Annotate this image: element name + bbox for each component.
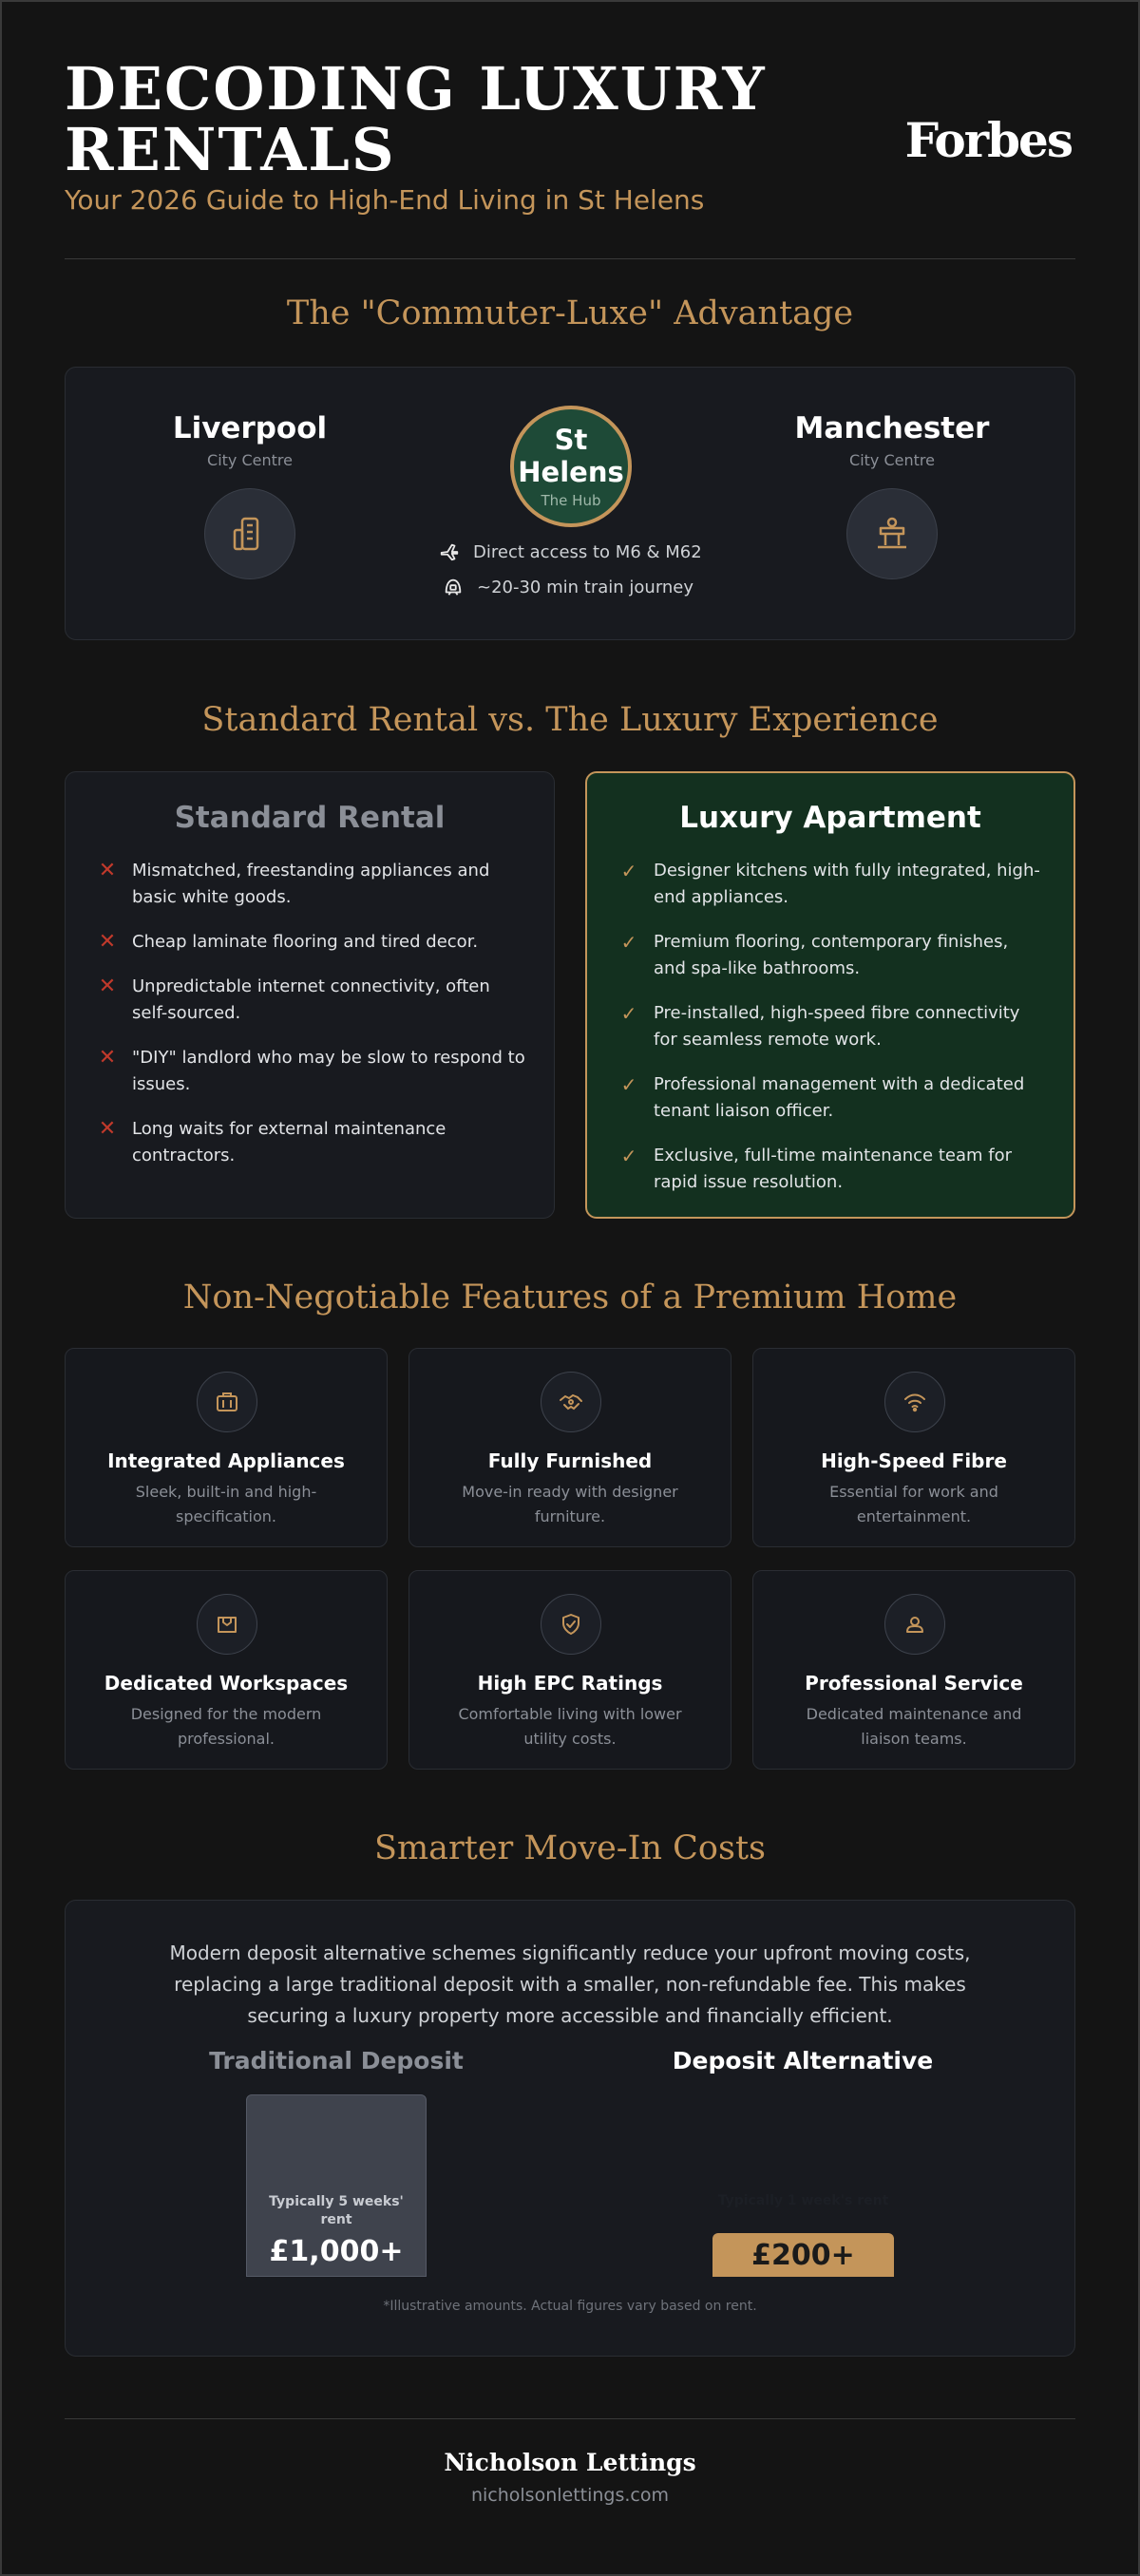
feature-card-high-speed-fibre — [752, 1348, 1075, 1547]
traditional-deposit-caption: Typically 5 weeks' rent — [269, 2194, 404, 2227]
cross-icon: ✕ — [98, 975, 117, 998]
building-icon — [204, 488, 295, 579]
transit-train — [443, 577, 694, 597]
list-item: ✓ Designer kitchens with fully integrated, high-end appliances. — [619, 858, 1045, 911]
list-item: ✓ Professional management with a dedicated tenant liaison officer. — [619, 1071, 1045, 1125]
footer-divider — [65, 2418, 1075, 2419]
traditional-deposit-bar — [246, 2094, 427, 2277]
standard-rental-card — [65, 771, 555, 1219]
footer-website-link[interactable]: nicholsonlettings.com — [470, 2485, 670, 2506]
feature-title: Fully Furnished — [487, 1449, 653, 1472]
feature-title: High EPC Ratings — [477, 1672, 663, 1695]
transit-road-text: Direct access to M6 & M62 — [473, 541, 702, 562]
liverpool-sub: City Centre — [207, 451, 293, 469]
standard-rental-title: Standard Rental — [174, 801, 446, 835]
feature-card-fully-furnished — [408, 1348, 732, 1547]
luxury-apartment-card — [585, 771, 1075, 1219]
page-title: DECODING LUXURY RENTALS — [65, 54, 767, 184]
footer-company-name: Nicholson Lettings — [444, 2449, 696, 2476]
transit-train-text: ~20-30 min train journey — [477, 577, 694, 597]
cross-icon: ✕ — [98, 930, 117, 954]
list-item: ✕ Cheap laminate flooring and tired decor. — [98, 930, 479, 954]
features-section-title: Non-Negotiable Features of a Premium Home — [182, 1279, 958, 1316]
cross-icon: ✕ — [98, 1046, 117, 1070]
feature-desc: Designed for the modern professional. — [130, 1705, 322, 1748]
cross-icon: ✕ — [98, 859, 117, 882]
list-item: ✓ Pre-installed, high-speed fibre connectivity for seamless remote work. — [619, 1000, 1045, 1053]
landmark-icon — [846, 488, 938, 579]
feature-title: Dedicated Workspaces — [104, 1672, 349, 1695]
folder-icon — [197, 1594, 257, 1655]
cross-icon: ✕ — [98, 1117, 117, 1141]
traditional-deposit-value: £1,000+ — [269, 2235, 404, 2268]
deposit-alternative-value: £200+ — [751, 2238, 855, 2272]
feature-title: Professional Service — [805, 1672, 1023, 1695]
plane-icon — [439, 541, 460, 562]
manchester-sub: City Centre — [849, 451, 935, 469]
feature-card-integrated-appliances — [65, 1348, 388, 1547]
manchester-name: Manchester — [794, 411, 990, 445]
costs-paragraph: Modern deposit alternative schemes significantly reduce your upfront moving costs, replacing a large traditional deposit with a smaller, non-refundable fee. This makes securing a luxury property more accessible and financially efficient. — [169, 1941, 971, 2027]
check-icon: ✓ — [620, 860, 637, 882]
check-icon: ✓ — [620, 1073, 637, 1096]
traditional-deposit-label: Traditional Deposit — [209, 2047, 464, 2074]
feature-card-dedicated-workspaces — [65, 1570, 388, 1770]
handshake-icon — [541, 1372, 601, 1432]
user-icon — [884, 1594, 945, 1655]
forbes-logo: Forbes — [904, 112, 1072, 168]
st-helens-hub — [510, 406, 632, 527]
luxury-apartment-list — [619, 858, 1045, 1214]
shield-check-icon — [541, 1594, 601, 1655]
wifi-icon — [884, 1372, 945, 1432]
deposit-alternative-label: Deposit Alternative — [672, 2047, 934, 2074]
feature-title: Integrated Appliances — [107, 1449, 345, 1472]
briefcase-icon — [197, 1372, 257, 1432]
standard-rental-list — [98, 858, 525, 1187]
feature-desc: Comfortable living with lower utility costs. — [458, 1705, 682, 1748]
list-item: ✕ Unpredictable internet connectivity, often self-sourced. — [98, 974, 525, 1027]
deposit-alternative-caption: Typically 1 week's rent — [717, 2193, 889, 2208]
list-item: ✓ Exclusive, full-time maintenance team for rapid issue resolution. — [619, 1143, 1045, 1196]
commuter-section-title: The "Commuter-Luxe" Advantage — [286, 294, 854, 332]
feature-card-professional-service — [752, 1570, 1075, 1770]
feature-desc: Essential for work and entertainment. — [829, 1483, 998, 1525]
luxury-apartment-title: Luxury Apartment — [679, 801, 981, 835]
feature-title: High-Speed Fibre — [821, 1449, 1007, 1472]
check-icon: ✓ — [620, 1145, 637, 1167]
liverpool-name: Liverpool — [172, 411, 328, 445]
feature-desc: Move-in ready with designer furniture. — [462, 1483, 678, 1525]
page-subtitle: Your 2026 Guide to High-End Living in St Helens — [65, 184, 705, 216]
deposit-alternative-bar — [712, 2233, 894, 2277]
costs-footnote: *Illustrative amounts. Actual figures vary based on rent. — [383, 2299, 757, 2314]
hub-sub: The Hub — [541, 492, 601, 509]
check-icon: ✓ — [620, 1002, 637, 1025]
feature-card-high-epc-ratings — [408, 1570, 732, 1770]
train-icon — [443, 577, 464, 597]
check-icon: ✓ — [620, 931, 637, 954]
list-item: ✕ "DIY" landlord who may be slow to respond to issues. — [98, 1045, 525, 1098]
feature-desc: Sleek, built-in and high-specification. — [135, 1483, 317, 1525]
feature-desc: Dedicated maintenance and liaison teams. — [806, 1705, 1022, 1748]
comparison-section-title: Standard Rental vs. The Luxury Experience — [201, 701, 939, 739]
list-item: ✕ Long waits for external maintenance contractors. — [98, 1116, 525, 1169]
transit-road — [439, 541, 702, 562]
list-item: ✕ Mismatched, freestanding appliances and basic white goods. — [98, 858, 525, 911]
list-item: ✓ Premium flooring, contemporary finishes, and spa-like bathrooms. — [619, 929, 1045, 982]
hub-name: St Helens — [518, 424, 624, 488]
costs-section-title: Smarter Move-In Costs — [374, 1829, 766, 1867]
header-divider — [65, 258, 1075, 259]
